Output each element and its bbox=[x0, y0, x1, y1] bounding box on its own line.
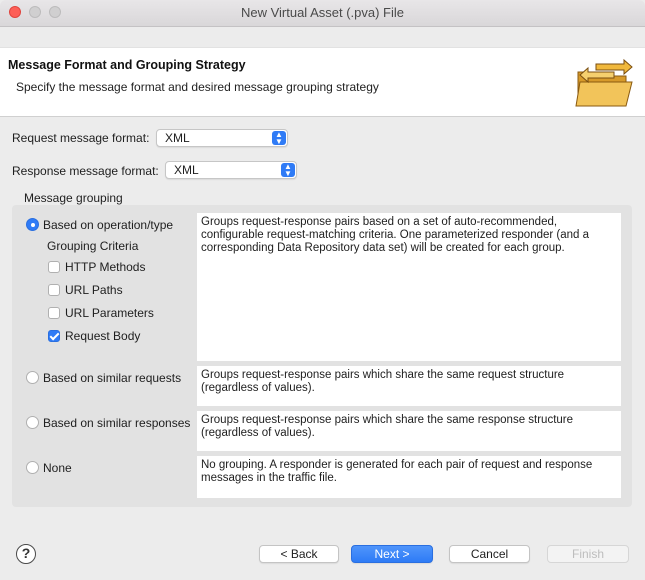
radio-similar-requests[interactable] bbox=[26, 371, 39, 384]
wizard-banner bbox=[0, 47, 645, 117]
chevron-updown-icon: ▲ ▼ bbox=[272, 131, 286, 145]
radio-similar-responses[interactable] bbox=[26, 416, 39, 429]
checkbox-http-methods[interactable] bbox=[48, 261, 60, 273]
checkbox-url-parameters[interactable] bbox=[48, 307, 60, 319]
back-button[interactable]: < Back bbox=[259, 545, 339, 563]
similar-responses-description: Groups request-response pairs which share the same response structure (regardless of values). bbox=[197, 411, 621, 451]
response-format-select[interactable] bbox=[165, 161, 297, 179]
radio-none-label[interactable]: None bbox=[43, 461, 72, 475]
next-button[interactable]: Next > bbox=[351, 545, 433, 563]
help-icon[interactable]: ? bbox=[16, 544, 36, 564]
cancel-button[interactable]: Cancel bbox=[449, 545, 530, 563]
radio-similar-requests-label[interactable]: Based on similar requests bbox=[43, 371, 182, 385]
page-title: Message Format and Grouping Strategy bbox=[8, 58, 246, 72]
checkbox-url-paths-label[interactable]: URL Paths bbox=[65, 283, 123, 297]
finish-button[interactable]: Finish bbox=[547, 545, 629, 563]
request-format-label: Request message format: bbox=[12, 131, 150, 145]
checkbox-request-body[interactable] bbox=[48, 330, 60, 342]
window-title: New Virtual Asset (.pva) File bbox=[240, 5, 405, 20]
radio-none[interactable] bbox=[26, 461, 39, 474]
operation-type-description: Groups request-response pairs based on a set of auto-recommended, configurable request-matching criteria. One parameterized responder (and a corresponding Data Repository data set) will be created for each group. bbox=[197, 213, 621, 361]
title-bar bbox=[0, 0, 645, 27]
response-format-label: Response message format: bbox=[12, 164, 159, 178]
radio-operation-type[interactable] bbox=[26, 218, 39, 231]
page-description: Specify the message format and desired message grouping strategy bbox=[16, 80, 379, 94]
message-grouping-label: Message grouping bbox=[24, 191, 123, 205]
grouping-criteria-label: Grouping Criteria bbox=[47, 239, 139, 253]
response-format-value: XML bbox=[174, 163, 199, 177]
checkbox-request-body-label[interactable]: Request Body bbox=[65, 329, 141, 343]
none-description: No grouping. A responder is generated for each pair of request and response messages in the traffic file. bbox=[197, 456, 621, 498]
folder-arrows-icon bbox=[574, 58, 636, 110]
radio-operation-type-label[interactable]: Based on operation/type bbox=[43, 218, 174, 232]
request-format-value: XML bbox=[165, 131, 190, 145]
radio-similar-responses-label[interactable]: Based on similar responses bbox=[43, 416, 191, 430]
checkbox-http-methods-label[interactable]: HTTP Methods bbox=[65, 260, 146, 274]
request-format-select[interactable] bbox=[156, 129, 288, 147]
similar-requests-description: Groups request-response pairs which share the same request structure (regardless of values). bbox=[197, 366, 621, 406]
chevron-updown-icon: ▲ ▼ bbox=[281, 163, 295, 177]
checkbox-url-parameters-label[interactable]: URL Parameters bbox=[65, 306, 154, 320]
checkbox-url-paths[interactable] bbox=[48, 284, 60, 296]
